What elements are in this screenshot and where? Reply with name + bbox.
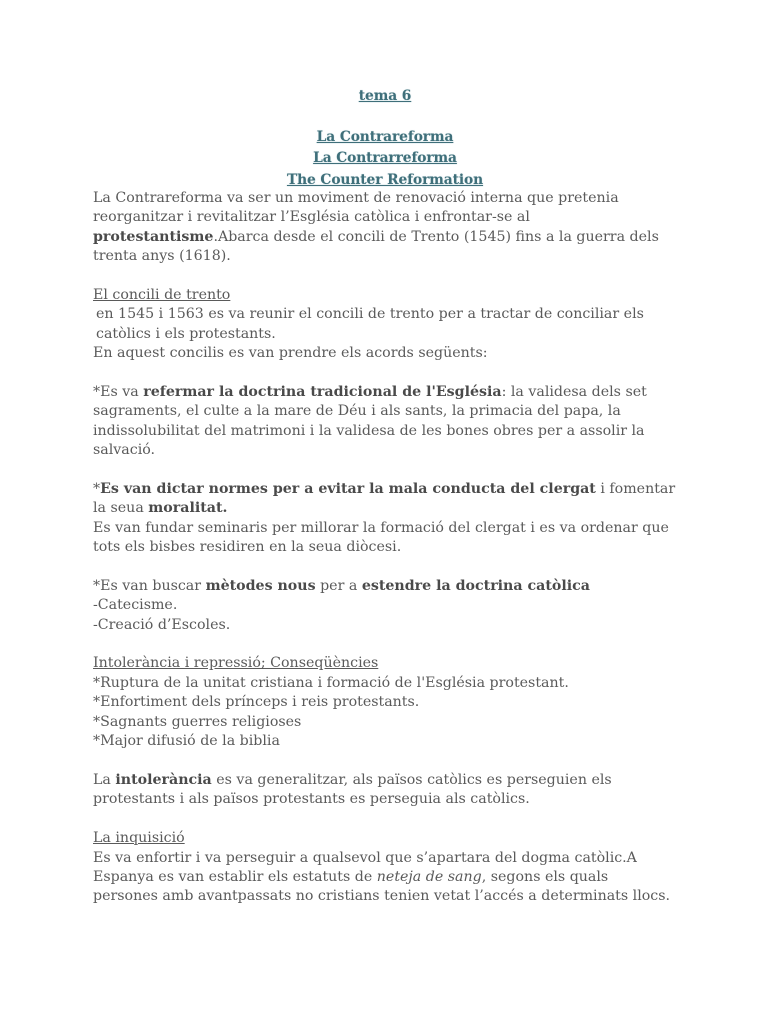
- topic-title: tema 6: [358, 88, 412, 104]
- intro-text-1: La Contrareforma va ser un moviment de renovació interna que pretenia reorganitzar i revitalitzar l’Església catòlica i enfrontar-se al: [93, 189, 619, 226]
- list-item: *Ruptura de la unitat cristiana i formació de l'Església protestant.: [93, 674, 569, 691]
- point-clergy-bold: Es van dictar normes per a evitar la mala conducta del clergat: [100, 480, 596, 497]
- list-item: *Sagnants guerres religioses: [93, 713, 302, 730]
- inquisicio-text-2: , segons els quals persones amb avantpassats no cristians tenien vetat l’accés a determinats llocs.: [93, 868, 671, 905]
- seminaris-text: Es van fundar seminaris per millorar la formació del clergat i es va ordenar que tots els bisbes residiren en la seua diòcesi.: [93, 519, 669, 556]
- list-item: -Creació d’Escoles.: [93, 616, 231, 633]
- list-item: *Enfortiment dels prínceps i reis protestants.: [93, 694, 420, 711]
- intro-text-2: .Abarca desde el concili de Trento (1545) fins a la guerra dels trenta anys (1618).: [93, 228, 659, 265]
- point-methods: [93, 577, 677, 596]
- point-methods-text: per a: [315, 577, 362, 594]
- point-doctrine-prefix: *Es va: [93, 383, 144, 400]
- list-item: *Major difusió de la biblia: [93, 733, 280, 750]
- inquisicio-text-1: Es va enfortir i va perseguir a qualsevol que s’apartara del dogma catòlic.A Espanya es van establir els estatuts de: [93, 849, 637, 885]
- document-page: [93, 86, 677, 907]
- point-clergy-morality: moralitat.: [148, 500, 228, 517]
- title-block: [93, 86, 677, 191]
- title-catalan: La Contrareforma: [316, 129, 454, 146]
- point-clergy-prefix: *: [93, 480, 101, 497]
- title-english: The Counter Reformation: [286, 171, 484, 188]
- point-doctrine-bold: refermar la doctrina tradicional de l'Església: [143, 383, 502, 400]
- intolerancia-text: es va generalitzar, als països catòlics es perseguien els protestants i als països protestants es perseguia als catòlics.: [93, 771, 612, 808]
- intro-bold-term: protestantisme: [93, 228, 214, 245]
- intolerancia-bold: intolerància: [115, 771, 212, 788]
- point-clergy: [93, 480, 677, 519]
- point-methods-prefix: *Es van buscar: [93, 577, 206, 594]
- inquisicio-paragraph: [93, 849, 677, 907]
- intolerancia-prefix: La: [93, 771, 116, 788]
- intolerancia-paragraph: [93, 771, 677, 810]
- point-clergy-text: i fomentar la seua: [93, 480, 676, 517]
- title-spanish: La Contrarreforma: [313, 150, 457, 167]
- point-doctrine-text: : la validesa dels set sagraments, el culte a la mare de Déu i als sants, la primacia del papa, la indissolubilitat del matrimoni i la validesa de les bones obres per a assolir la salvació.: [93, 383, 647, 459]
- concili-text: en 1545 i 1563 es va reunir el concili de trento per a tractar de conciliar els catòlics i els protestants.: [96, 306, 644, 342]
- point-doctrine: [93, 383, 677, 461]
- inquisicio-italic: neteja de sang: [376, 868, 482, 885]
- concili-acords: En aquest concilis es van prendre els acords següents:: [93, 345, 488, 362]
- section-heading-inquisicio: La inquisició: [93, 830, 185, 847]
- list-item: -Catecisme.: [93, 597, 178, 614]
- point-methods-bold: mètodes nous: [205, 577, 316, 594]
- section-heading-concili: El concili de trento: [93, 286, 231, 303]
- intro-paragraph: [93, 189, 677, 267]
- point-methods-bold-2: estendre la doctrina catòlica: [361, 577, 590, 594]
- section-heading-intolerancia: Intolerància i repressió; Conseqüències: [93, 655, 379, 672]
